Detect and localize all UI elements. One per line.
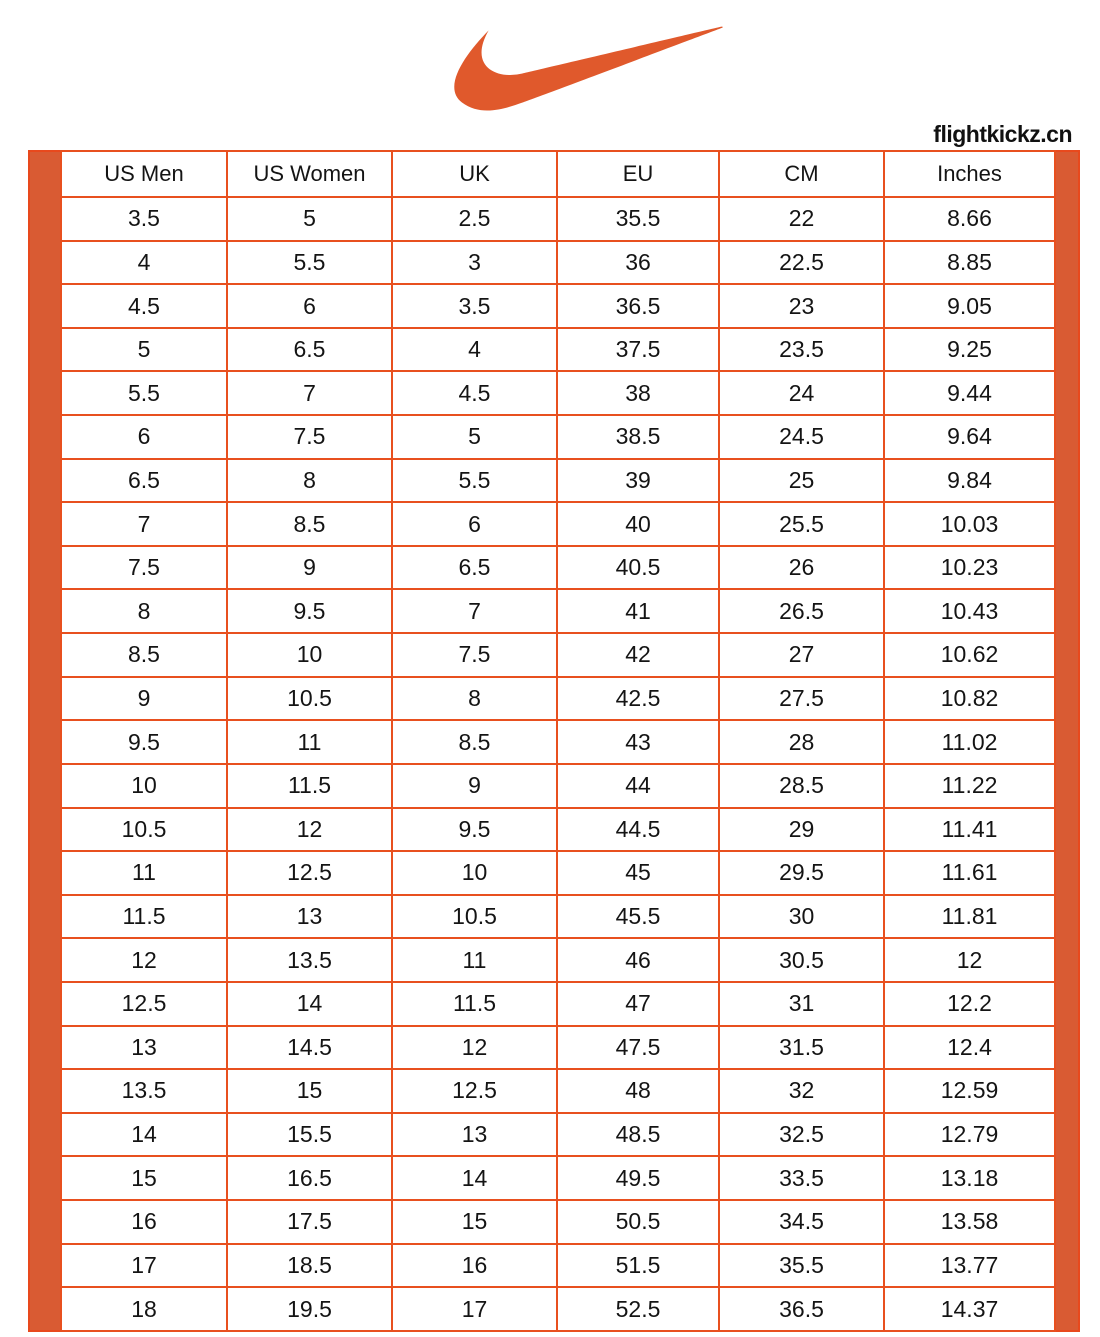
cell-eu: 46 — [557, 938, 719, 982]
cell-eu: 48.5 — [557, 1113, 719, 1157]
header — [0, 0, 1100, 150]
cell-us-women: 12.5 — [227, 851, 392, 895]
cell-eu: 52.5 — [557, 1287, 719, 1331]
cell-us-men: 11.5 — [61, 895, 227, 939]
cell-us-women: 18.5 — [227, 1244, 392, 1288]
cell-eu: 50.5 — [557, 1200, 719, 1244]
cell-uk: 15 — [392, 1200, 557, 1244]
cell-uk: 5 — [392, 415, 557, 459]
cell-us-men: 15 — [61, 1156, 227, 1200]
cell-inches: 9.05 — [884, 284, 1055, 328]
cell-inches: 9.25 — [884, 328, 1055, 372]
cell-inches: 10.03 — [884, 502, 1055, 546]
cell-eu: 44.5 — [557, 808, 719, 852]
site-label: flightkickz.cn — [933, 121, 1072, 147]
cell-uk: 13 — [392, 1113, 557, 1157]
cell-eu: 47.5 — [557, 1026, 719, 1070]
cell-uk: 2.5 — [392, 197, 557, 241]
cell-cm: 30.5 — [719, 938, 884, 982]
col-header-us-men: US Men — [61, 151, 227, 197]
cell-cm: 27 — [719, 633, 884, 677]
cell-inches: 13.58 — [884, 1200, 1055, 1244]
cell-us-men: 4.5 — [61, 284, 227, 328]
cell-uk: 3 — [392, 241, 557, 285]
cell-us-men: 7.5 — [61, 546, 227, 590]
cell-cm: 25.5 — [719, 502, 884, 546]
cell-us-women: 8 — [227, 459, 392, 503]
table-row — [61, 589, 1055, 633]
cell-cm: 32.5 — [719, 1113, 884, 1157]
col-header-inches: Inches — [884, 151, 1055, 197]
table-row — [61, 1069, 1055, 1113]
cell-us-women: 10.5 — [227, 677, 392, 721]
cell-uk: 4.5 — [392, 371, 557, 415]
cell-inches: 14.37 — [884, 1287, 1055, 1331]
cell-eu: 45 — [557, 851, 719, 895]
cell-cm: 22.5 — [719, 241, 884, 285]
cell-inches: 9.64 — [884, 415, 1055, 459]
cell-inches: 12.79 — [884, 1113, 1055, 1157]
cell-eu: 36.5 — [557, 284, 719, 328]
cell-inches: 12.2 — [884, 982, 1055, 1026]
cell-uk: 5.5 — [392, 459, 557, 503]
cell-uk: 8 — [392, 677, 557, 721]
cell-us-men: 10.5 — [61, 808, 227, 852]
nike-swoosh-icon — [452, 22, 726, 114]
cell-us-women: 13 — [227, 895, 392, 939]
cell-uk: 11.5 — [392, 982, 557, 1026]
table-row — [61, 720, 1055, 764]
table-row — [61, 502, 1055, 546]
cell-eu: 40.5 — [557, 546, 719, 590]
table-row — [61, 197, 1055, 241]
cell-us-men: 5.5 — [61, 371, 227, 415]
cell-us-women: 9 — [227, 546, 392, 590]
cell-us-women: 5 — [227, 197, 392, 241]
cell-us-men: 6 — [61, 415, 227, 459]
table-row — [61, 371, 1055, 415]
cell-eu: 49.5 — [557, 1156, 719, 1200]
cell-uk: 12 — [392, 1026, 557, 1070]
cell-cm: 25 — [719, 459, 884, 503]
cell-cm: 34.5 — [719, 1200, 884, 1244]
cell-inches: 11.02 — [884, 720, 1055, 764]
cell-inches: 10.23 — [884, 546, 1055, 590]
cell-uk: 17 — [392, 1287, 557, 1331]
cell-eu: 40 — [557, 502, 719, 546]
cell-us-men: 12 — [61, 938, 227, 982]
cell-uk: 9 — [392, 764, 557, 808]
cell-eu: 43 — [557, 720, 719, 764]
cell-us-women: 6.5 — [227, 328, 392, 372]
cell-us-men: 10 — [61, 764, 227, 808]
table-row — [61, 808, 1055, 852]
size-table — [60, 150, 1056, 1332]
cell-eu: 48 — [557, 1069, 719, 1113]
cell-us-men: 18 — [61, 1287, 227, 1331]
cell-us-women: 14 — [227, 982, 392, 1026]
cell-inches: 12.4 — [884, 1026, 1055, 1070]
header-row — [61, 151, 1055, 197]
cell-inches: 9.44 — [884, 371, 1055, 415]
cell-us-women: 8.5 — [227, 502, 392, 546]
cell-eu: 41 — [557, 589, 719, 633]
cell-cm: 24 — [719, 371, 884, 415]
cell-eu: 38 — [557, 371, 719, 415]
table-body — [61, 197, 1055, 1331]
cell-inches: 10.62 — [884, 633, 1055, 677]
cell-uk: 6 — [392, 502, 557, 546]
cell-us-men: 13 — [61, 1026, 227, 1070]
col-header-cm: CM — [719, 151, 884, 197]
cell-cm: 31 — [719, 982, 884, 1026]
cell-cm: 23.5 — [719, 328, 884, 372]
cell-us-women: 15.5 — [227, 1113, 392, 1157]
cell-inches: 10.43 — [884, 589, 1055, 633]
table-row — [61, 633, 1055, 677]
cell-cm: 32 — [719, 1069, 884, 1113]
col-header-us-women: US Women — [227, 151, 392, 197]
table-row — [61, 1244, 1055, 1288]
table-row — [61, 895, 1055, 939]
cell-cm: 23 — [719, 284, 884, 328]
cell-us-women: 9.5 — [227, 589, 392, 633]
cell-inches: 9.84 — [884, 459, 1055, 503]
cell-us-women: 11.5 — [227, 764, 392, 808]
cell-inches: 8.66 — [884, 197, 1055, 241]
cell-uk: 3.5 — [392, 284, 557, 328]
cell-eu: 44 — [557, 764, 719, 808]
cell-eu: 39 — [557, 459, 719, 503]
cell-uk: 14 — [392, 1156, 557, 1200]
cell-us-men: 9.5 — [61, 720, 227, 764]
cell-inches: 12.59 — [884, 1069, 1055, 1113]
cell-uk: 6.5 — [392, 546, 557, 590]
cell-uk: 12.5 — [392, 1069, 557, 1113]
cell-uk: 7 — [392, 589, 557, 633]
cell-us-women: 17.5 — [227, 1200, 392, 1244]
cell-us-women: 16.5 — [227, 1156, 392, 1200]
table-row — [61, 1026, 1055, 1070]
cell-us-women: 7.5 — [227, 415, 392, 459]
cell-us-women: 12 — [227, 808, 392, 852]
cell-cm: 29 — [719, 808, 884, 852]
table-row — [61, 459, 1055, 503]
cell-us-men: 8.5 — [61, 633, 227, 677]
cell-cm: 26.5 — [719, 589, 884, 633]
cell-us-men: 7 — [61, 502, 227, 546]
cell-cm: 31.5 — [719, 1026, 884, 1070]
cell-us-men: 9 — [61, 677, 227, 721]
cell-inches: 13.18 — [884, 1156, 1055, 1200]
cell-us-men: 5 — [61, 328, 227, 372]
table-row — [61, 938, 1055, 982]
table-row — [61, 546, 1055, 590]
cell-us-men: 6.5 — [61, 459, 227, 503]
table-row — [61, 1156, 1055, 1200]
cell-us-men: 4 — [61, 241, 227, 285]
cell-cm: 28.5 — [719, 764, 884, 808]
cell-cm: 26 — [719, 546, 884, 590]
cell-inches: 11.22 — [884, 764, 1055, 808]
cell-uk: 10.5 — [392, 895, 557, 939]
cell-cm: 30 — [719, 895, 884, 939]
table-row — [61, 241, 1055, 285]
table-row — [61, 851, 1055, 895]
cell-uk: 10 — [392, 851, 557, 895]
table-row — [61, 677, 1055, 721]
table-row — [61, 764, 1055, 808]
table-row — [61, 1287, 1055, 1331]
cell-us-men: 16 — [61, 1200, 227, 1244]
cell-cm: 35.5 — [719, 1244, 884, 1288]
cell-eu: 36 — [557, 241, 719, 285]
col-header-eu: EU — [557, 151, 719, 197]
cell-eu: 38.5 — [557, 415, 719, 459]
size-chart — [28, 150, 1082, 1332]
cell-inches: 11.81 — [884, 895, 1055, 939]
cell-eu: 45.5 — [557, 895, 719, 939]
cell-eu: 42.5 — [557, 677, 719, 721]
table-row — [61, 1200, 1055, 1244]
cell-us-women: 13.5 — [227, 938, 392, 982]
col-header-uk: UK — [392, 151, 557, 197]
left-accent-bar — [28, 150, 60, 1332]
cell-uk: 9.5 — [392, 808, 557, 852]
cell-us-men: 17 — [61, 1244, 227, 1288]
cell-us-women: 5.5 — [227, 241, 392, 285]
cell-us-men: 3.5 — [61, 197, 227, 241]
cell-cm: 22 — [719, 197, 884, 241]
cell-us-women: 10 — [227, 633, 392, 677]
right-accent-bar — [1056, 150, 1080, 1332]
cell-inches: 8.85 — [884, 241, 1055, 285]
cell-uk: 7.5 — [392, 633, 557, 677]
cell-eu: 47 — [557, 982, 719, 1026]
cell-eu: 37.5 — [557, 328, 719, 372]
table-row — [61, 1113, 1055, 1157]
cell-us-men: 14 — [61, 1113, 227, 1157]
cell-cm: 36.5 — [719, 1287, 884, 1331]
cell-us-women: 15 — [227, 1069, 392, 1113]
cell-us-women: 14.5 — [227, 1026, 392, 1070]
cell-uk: 4 — [392, 328, 557, 372]
cell-inches: 11.61 — [884, 851, 1055, 895]
cell-inches: 10.82 — [884, 677, 1055, 721]
cell-uk: 8.5 — [392, 720, 557, 764]
cell-us-women: 7 — [227, 371, 392, 415]
cell-cm: 27.5 — [719, 677, 884, 721]
cell-cm: 33.5 — [719, 1156, 884, 1200]
table-row — [61, 982, 1055, 1026]
cell-us-women: 11 — [227, 720, 392, 764]
cell-us-men: 12.5 — [61, 982, 227, 1026]
cell-eu: 35.5 — [557, 197, 719, 241]
cell-cm: 24.5 — [719, 415, 884, 459]
cell-inches: 12 — [884, 938, 1055, 982]
cell-eu: 42 — [557, 633, 719, 677]
cell-us-men: 8 — [61, 589, 227, 633]
cell-us-women: 19.5 — [227, 1287, 392, 1331]
table-row — [61, 328, 1055, 372]
cell-us-men: 11 — [61, 851, 227, 895]
cell-inches: 13.77 — [884, 1244, 1055, 1288]
cell-us-men: 13.5 — [61, 1069, 227, 1113]
table-row — [61, 284, 1055, 328]
cell-uk: 16 — [392, 1244, 557, 1288]
cell-cm: 29.5 — [719, 851, 884, 895]
cell-us-women: 6 — [227, 284, 392, 328]
cell-eu: 51.5 — [557, 1244, 719, 1288]
cell-inches: 11.41 — [884, 808, 1055, 852]
cell-cm: 28 — [719, 720, 884, 764]
cell-uk: 11 — [392, 938, 557, 982]
table-row — [61, 415, 1055, 459]
